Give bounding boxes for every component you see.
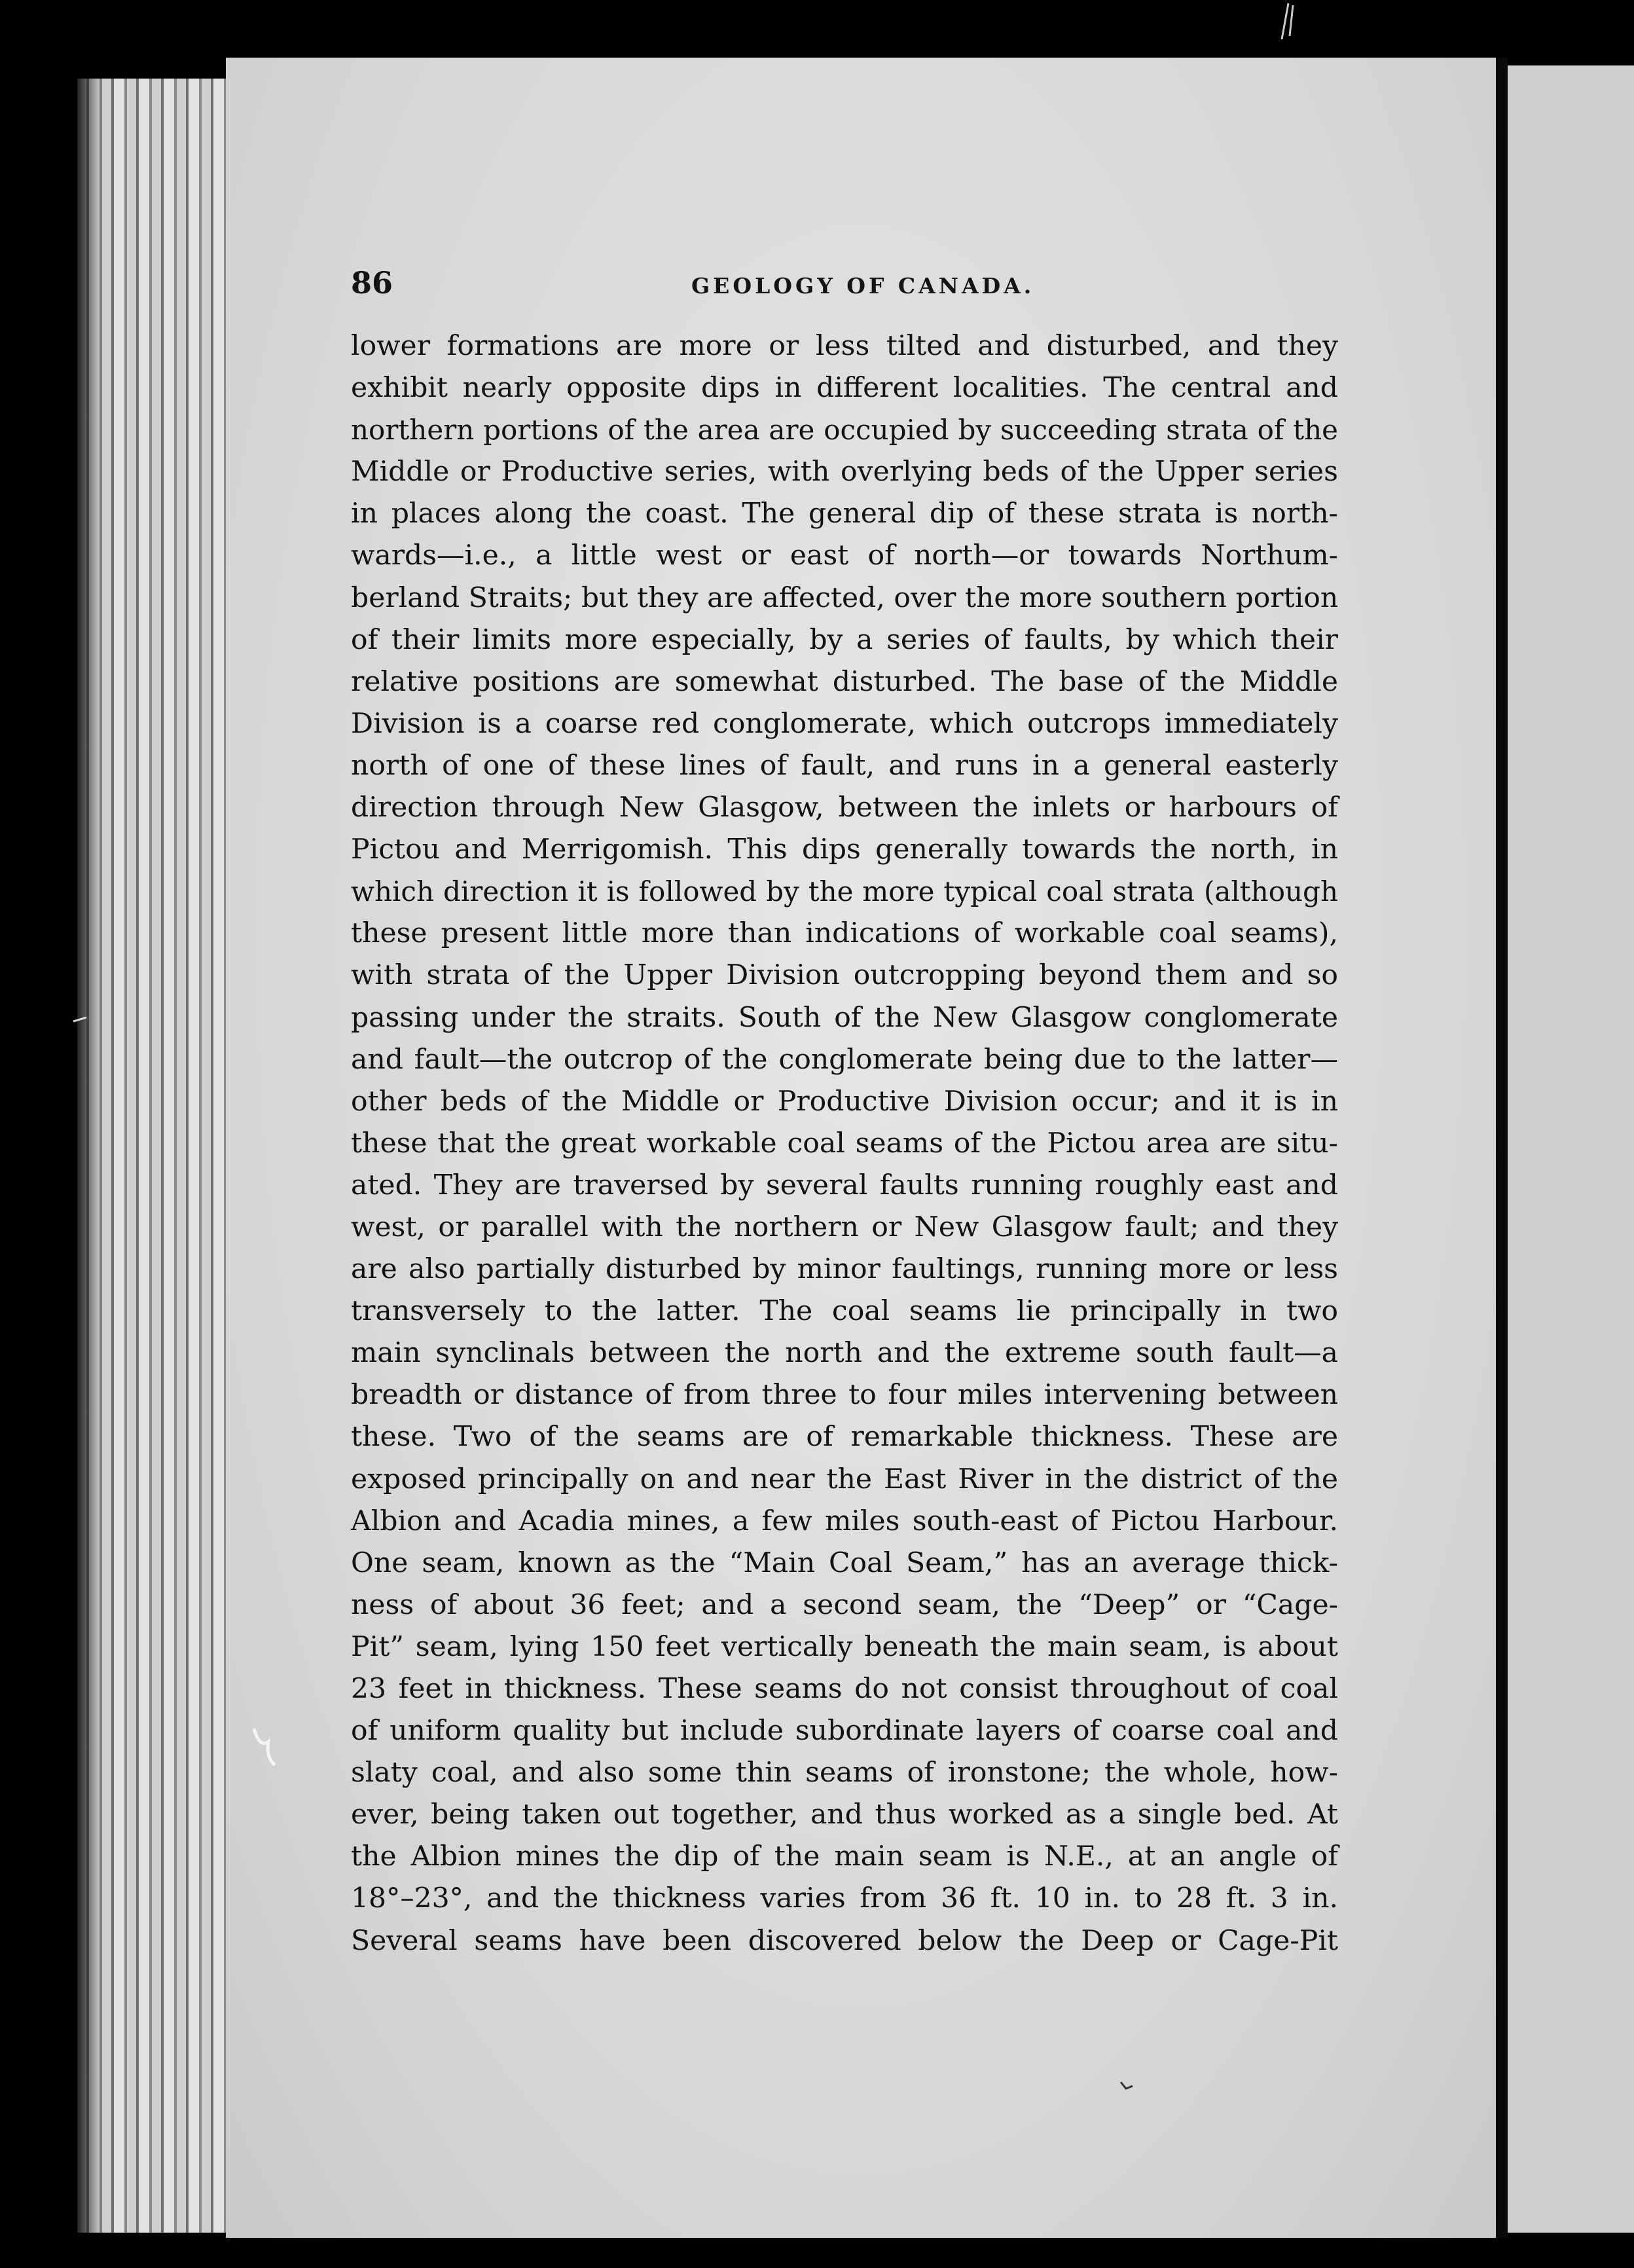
text-line: Middle or Productive series, with overlying beds of the Upper series — [351, 456, 1338, 488]
text-line: of uniform quality but include subordinate layers of coarse coal and — [351, 1715, 1338, 1747]
text-line: main synclinals between the north and the extreme south fault—a — [351, 1337, 1338, 1370]
text-line: passing under the straits. South of the New Glasgow conglomerate — [351, 1001, 1338, 1034]
text-line: which direction it is followed by the more typical coal strata (although — [351, 875, 1338, 908]
text-line: are also partially disturbed by minor faultings, running more or less — [351, 1253, 1338, 1286]
text-line: Pictou and Merrigomish. This dips generally towards the north, in — [351, 833, 1338, 866]
text-line: north of one of these lines of fault, and runs in a general easterly — [351, 749, 1338, 782]
text-line: in places along the coast. The general dip of these strata is north- — [351, 498, 1338, 530]
text-line: northern portions of the area are occupied by succeeding strata of the — [351, 414, 1338, 447]
text-line: these that the great workable coal seams of the Pictou area are situ- — [351, 1127, 1338, 1160]
text-line: breadth or distance of from three to four miles intervening between — [351, 1379, 1338, 1412]
text-line: slaty coal, and also some thin seams of ironstone; the whole, how- — [351, 1757, 1338, 1789]
text-line: lower formations are more or less tilted and disturbed, and they — [351, 330, 1338, 362]
text-line: of their limits more especially, by a series of faults, by which their — [351, 623, 1338, 656]
page-header — [351, 265, 1346, 311]
text-line: exposed principally on and near the East River in the district of the — [351, 1463, 1338, 1495]
text-line: 23 feet in thickness. These seams do not consist throughout of coal — [351, 1673, 1338, 1705]
text-line: ever, being taken out together, and thus worked as a single bed. At — [351, 1799, 1338, 1831]
text-line: Division is a coarse red conglomerate, which outcrops immediately — [351, 707, 1338, 740]
text-line: Several seams have been discovered below the Deep or Cage-Pit — [351, 1924, 1338, 1957]
text-line: these. Two of the seams are of remarkable thickness. These are — [351, 1421, 1338, 1454]
page-edges-shadow — [77, 79, 103, 2233]
facing-page-edge — [1508, 65, 1634, 2233]
text-line: direction through New Glasgow, between the inlets or harbours of — [351, 792, 1338, 824]
text-line: the Albion mines the dip of the main seam is N.E., at an angle of — [351, 1840, 1338, 1873]
running-head: GEOLOGY OF CANADA. — [691, 273, 1035, 299]
text-line: berland Straits; but they are affected, over the more southern portion — [351, 581, 1339, 614]
body-text — [351, 325, 1338, 1962]
text-line: with strata of the Upper Division outcropping beyond them and so — [351, 959, 1338, 992]
text-line: transversely to the latter. The coal seams lie principally in two — [351, 1295, 1338, 1328]
text-line: 18°–23°, and the thickness varies from 36 ft. 10 in. to 28 ft. 3 in. — [351, 1882, 1338, 1915]
text-line: Pit” seam, lying 150 feet vertically beneath the main seam, is about — [351, 1630, 1338, 1663]
text-line: One seam, known as the “Main Coal Seam,” has an average thick- — [351, 1546, 1338, 1579]
speck-mark — [1282, 3, 1293, 39]
text-line: ated. They are traversed by several faults running roughly east and — [351, 1169, 1338, 1201]
text-line: west, or parallel with the northern or New Glasgow fault; and they — [351, 1211, 1338, 1243]
page-gutter — [1496, 58, 1508, 2238]
text-line: relative positions are somewhat disturbed. The base of the Middle — [351, 665, 1338, 698]
text-line: other beds of the Middle or Productive Division occur; and it is in — [351, 1085, 1338, 1118]
text-line: these present little more than indications of workable coal seams), — [351, 917, 1338, 950]
text-line: wards—i.e., a little west or east of north—or towards Northum- — [351, 540, 1338, 572]
text-line: Albion and Acadia mines, a few miles south-east of Pictou Harbour. — [351, 1505, 1338, 1537]
text-line: ness of about 36 feet; and a second seam, the “Deep” or “Cage- — [351, 1588, 1338, 1621]
text-line: exhibit nearly opposite dips in different localities. The central and — [351, 372, 1338, 405]
text-line: and fault—the outcrop of the conglomerate being due to the latter— — [351, 1043, 1338, 1076]
page-number: 86 — [351, 265, 393, 301]
